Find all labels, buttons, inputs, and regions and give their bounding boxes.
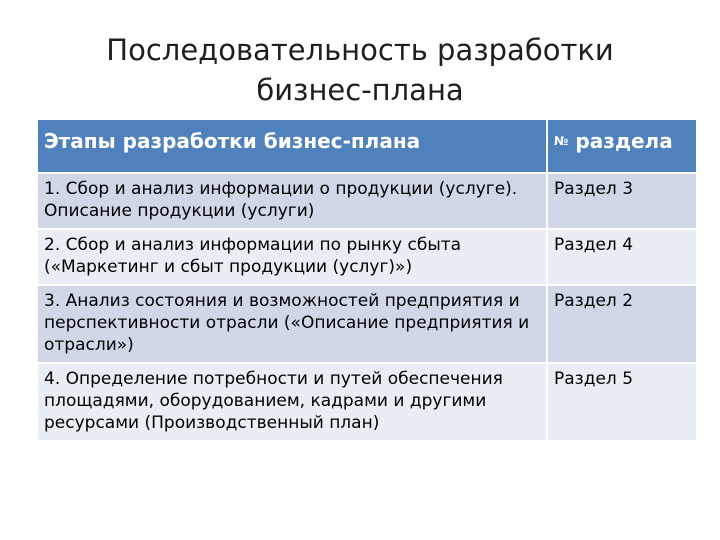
- table-row: [37, 363, 697, 441]
- number-sign: №: [554, 134, 569, 148]
- section-cell: Раздел 5: [547, 363, 697, 441]
- stage-cell: 1. Сбор и анализ информации о продукции (услуге). Описание продукции (услуги): [37, 173, 547, 229]
- slide-title-line-2: бизнес-плана: [256, 73, 464, 107]
- slide-title-line-1: Последовательность разработки: [106, 33, 614, 67]
- slide-title: [0, 30, 720, 110]
- table-row: [37, 229, 697, 285]
- section-cell: Раздел 3: [547, 173, 697, 229]
- table-row: [37, 285, 697, 363]
- stage-cell: 2. Сбор и анализ информации по рынку сбыта («Маркетинг и сбыт продукции (услуг)»): [37, 229, 547, 285]
- table-row: [37, 173, 697, 229]
- table-header-row: [37, 119, 697, 173]
- header-section-number: [547, 119, 697, 173]
- stage-cell: 3. Анализ состояния и возможностей предприятия и перспективности отрасли («Описание предприятия и отрасли»): [37, 285, 547, 363]
- header-stages: Этапы разработки бизнес-плана: [37, 119, 547, 173]
- section-cell: Раздел 4: [547, 229, 697, 285]
- section-cell: Раздел 2: [547, 285, 697, 363]
- business-plan-stages-table: [36, 118, 698, 442]
- header-section-label: раздела: [575, 129, 673, 153]
- stage-cell: 4. Определение потребности и путей обеспечения площадями, оборудованием, кадрами и другими ресурсами (Производственный план): [37, 363, 547, 441]
